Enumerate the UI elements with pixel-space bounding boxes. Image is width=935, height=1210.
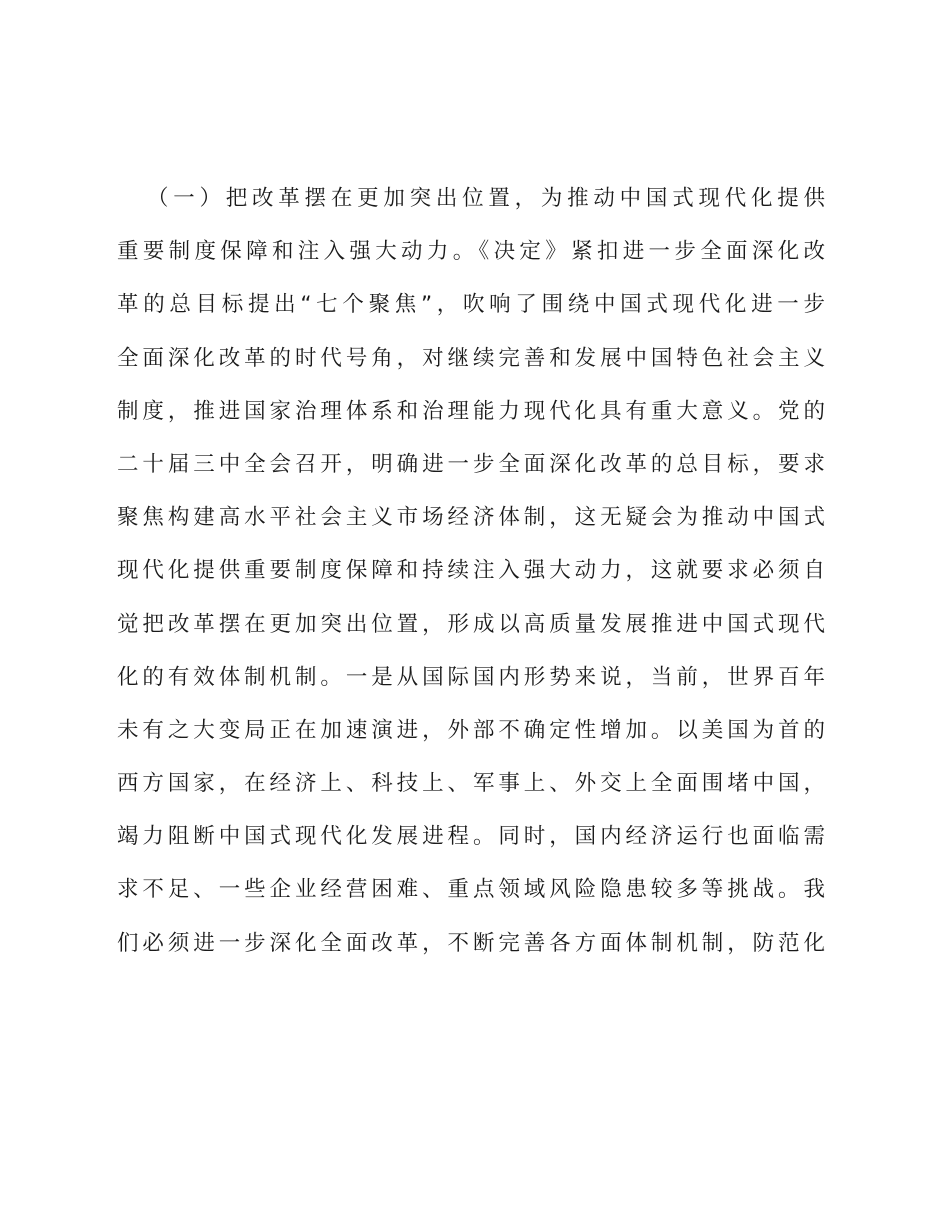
text-line: 革的总目标提出“七个聚焦”，吹响了围绕中国式现代化进一步	[117, 292, 825, 318]
text-line: 求不足、一些企业经营困难、重点领域风险隐患较多等挑战。我	[117, 877, 825, 903]
body-paragraph	[117, 172, 825, 970]
text-line: （一）把改革摆在更加突出位置，为推动中国式现代化提供	[147, 186, 825, 211]
text-line: 觉把改革摆在更加突出位置，形成以高质量发展推进中国式现代	[117, 611, 825, 637]
text-line: 竭力阻断中国式现代化发展进程。同时，国内经济运行也面临需	[117, 824, 825, 850]
text-line: 未有之大变局正在加速演进，外部不确定性增加。以美国为首的	[117, 717, 825, 743]
text-line: 全面深化改革的时代号角，对继续完善和发展中国特色社会主义	[117, 345, 825, 371]
text-line: 重要制度保障和注入强大动力。《决定》紧扣进一步全面深化改	[117, 239, 825, 265]
text-line: 们必须进一步深化全面改革，不断完善各方面体制机制，防范化	[117, 930, 825, 956]
text-line: 聚焦构建高水平社会主义市场经济体制，这无疑会为推动中国式	[117, 505, 825, 531]
text-line: 二十届三中全会召开，明确进一步全面深化改革的总目标，要求	[117, 451, 825, 477]
text-line: 西方国家，在经济上、科技上、军事上、外交上全面围堵中国，	[117, 771, 825, 797]
text-line: 现代化提供重要制度保障和持续注入强大动力，这就要求必须自	[117, 558, 825, 584]
text-line: 制度，推进国家治理体系和治理能力现代化具有重大意义。党的	[117, 398, 825, 424]
text-line: 化的有效体制机制。一是从国际国内形势来说，当前，世界百年	[117, 664, 825, 690]
